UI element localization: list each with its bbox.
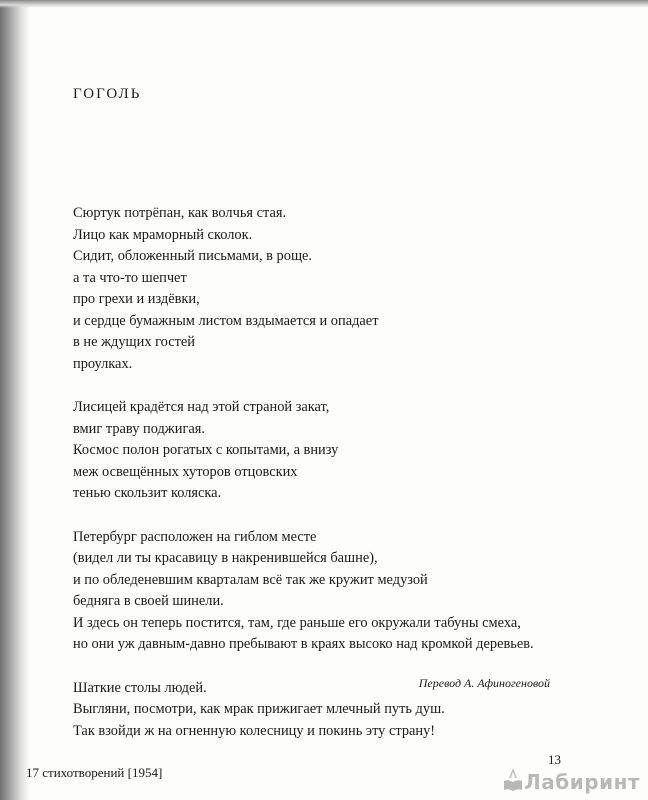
- labirint-watermark: [502, 766, 640, 792]
- poem-line: Лицо как мраморный сколок.: [73, 226, 253, 243]
- poem-line: И здесь он теперь постится, там, где раньше его окружали табуны смеха,: [73, 614, 521, 631]
- poem-title: ГОГОЛЬ: [73, 86, 142, 102]
- running-footer-book-title: 17 стихотворений [1954]: [26, 765, 163, 780]
- stanza: [73, 397, 618, 505]
- page-top-shadow: [0, 0, 648, 8]
- poem-line: про грехи и издёвки,: [73, 291, 200, 307]
- poem-line: и сердце бумажным листом вздымается и опадает: [73, 312, 379, 329]
- poem-line: Петербург расположен на гиблом месте: [73, 528, 317, 545]
- poem-line: тенью скользит коляска.: [73, 485, 222, 501]
- poem-line: а та что-то шепчет: [73, 269, 187, 286]
- open-book-icon: [502, 766, 524, 792]
- poem-line: меж освещённых хуторов отцовских: [73, 463, 298, 480]
- poem-line: Сидит, обложенный письмами, в роще.: [73, 248, 313, 264]
- poem-line: Космос полон рогатых с копытами, а внизу: [73, 442, 339, 458]
- poem-line: Лисицей крадётся над этой страной закат,: [73, 399, 330, 415]
- poem-line: Шаткие столы людей.: [73, 679, 207, 696]
- watermark-text: Лабиринт: [524, 770, 640, 794]
- page-binding-shadow: [0, 0, 30, 800]
- poem-line: Так взойди ж на огненную колесницу и покинь эту страну!: [73, 722, 436, 739]
- stanza: [73, 203, 618, 375]
- page-number: 13: [548, 752, 561, 767]
- poem-line: в не ждущих гостей: [73, 334, 195, 350]
- poem-line: (видел ли ты красавицу в накренившейся башне),: [73, 550, 378, 566]
- poem-line: бедняга в своей шинели.: [73, 593, 224, 609]
- poem-line: но они уж давным-давно пребывают в краях высоко над кромкой деревьев.: [73, 636, 534, 652]
- poem-line: и по обледеневшим кварталам всё так же кружит медузой: [73, 571, 428, 588]
- translator-credit: Перевод А. Афиногеновой: [418, 676, 550, 690]
- poem-line: проулках.: [73, 355, 133, 372]
- poem-line: Выгляни, посмотри, как мрак прижигает млечный путь душ.: [73, 701, 445, 717]
- stanza: [73, 527, 618, 656]
- poem-line: вмиг траву поджигая.: [73, 420, 205, 437]
- poem-line: Сюртук потрёпан, как волчья стая.: [73, 205, 287, 221]
